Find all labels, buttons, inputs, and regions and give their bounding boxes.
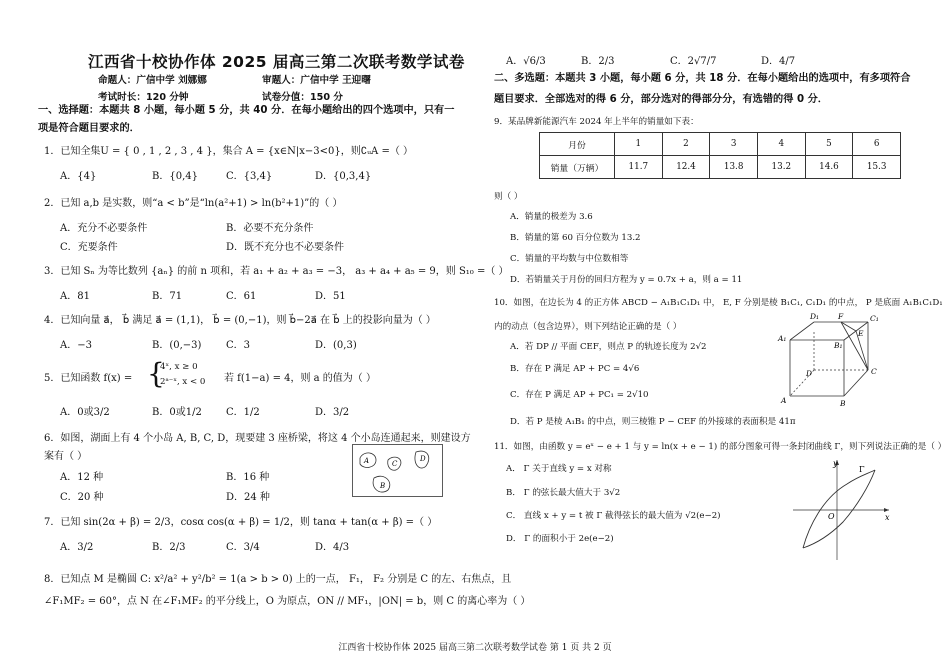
- q3-stem: 3．已知 Sₙ 为等比数列 {aₙ} 的前 n 项和，若 a₁ + a₂ + a₃ = −3， a₃ + a₄ + a₅ = 9，则 S₁₀ =（ ）: [44, 266, 509, 277]
- origin-label: O: [828, 512, 835, 521]
- islands-figure: [352, 444, 444, 498]
- q2-option-d: D．既不充分也不必要条件: [226, 242, 345, 253]
- q2-option-b: B．必要不充分条件: [226, 223, 314, 234]
- q8-stem-1: 8．已知点 M 是椭圆 C: x²/a² + y²/b² = 1(a > b > 0) 上的一点， F₁， F₂ 分别是 C 的左、右焦点，且: [44, 574, 512, 585]
- gamma-label: Γ: [859, 465, 865, 474]
- cube-figure: [776, 310, 904, 414]
- q4-option-b: B．(0,−3): [152, 340, 202, 351]
- q5-option-a: A．0或3/2: [60, 407, 110, 418]
- q7-stem: 7．已知 sin(2α + β) = 2/3，cosα cos(α + β) = 1/2，则 tanα + tan(α + β) =（ ）: [44, 517, 438, 528]
- month-cell: 3: [710, 133, 758, 156]
- q6-option-d: D．24 种: [226, 492, 270, 503]
- sales-cell: 12.4: [662, 156, 710, 179]
- q10-stem-2: 内的动点（包含边界），则下列结论正确的是（ ）: [494, 322, 682, 332]
- q7-option-a: A．3/2: [60, 542, 94, 553]
- q6-option-b: B．16 种: [226, 472, 270, 483]
- q11-option-c: C． 直线 x + y = t 被 Γ 截得弦长的最大值为 √2(e−2): [506, 511, 721, 521]
- section-1-line2: 项是符合题目要求的．: [38, 123, 140, 134]
- q5-option-c: C．1/2: [226, 407, 260, 418]
- q4-option-d: D．(0,3): [315, 340, 357, 351]
- q7-option-b: B．2/3: [152, 542, 186, 553]
- island-label-d: D: [420, 455, 426, 463]
- label-a: A: [781, 396, 787, 405]
- label-d: D: [806, 369, 813, 378]
- q2-stem: 2．已知 a,b 是实数，则“a < b”是“ln(a²+1) > ln(b²+1)”的（ ）: [44, 198, 343, 209]
- table-row: [540, 133, 901, 156]
- month-cell: 6: [853, 133, 901, 156]
- label-b: B: [840, 399, 846, 408]
- q9-then: 则（ ）: [494, 192, 523, 202]
- q11-stem: 11．如图，由函数 y = eˣ − e + 1 与 y = ln(x + e − 1) 的部分图象可得一条封闭曲线 Γ，则下列说法正确的是（ ）: [494, 442, 947, 452]
- row-label-sales: 销量（万辆）: [540, 156, 615, 179]
- section-2-line2: 题目要求．全部选对的得 6 分，部分选对的得部分分，有选错的得 0 分．: [494, 94, 828, 105]
- reviewer: 审题人：广信中学 王迎曙: [262, 75, 371, 86]
- month-cell: 4: [757, 133, 805, 156]
- q6-stem-2: 案有（ ）: [44, 451, 88, 462]
- label-a1: A₁: [778, 334, 787, 343]
- q1-option-a: A．{4}: [60, 171, 97, 182]
- q11-option-d: D． Γ 的面积小于 2e(e−2): [506, 534, 614, 544]
- q9-option-a: A．销量的极差为 3.6: [510, 212, 593, 222]
- q7-option-d: D．4/3: [315, 542, 350, 553]
- q1-option-d: D．{0,3,4}: [315, 171, 372, 182]
- q4-option-c: C．3: [226, 340, 251, 351]
- sales-cell: 11.7: [615, 156, 663, 179]
- q9-stem: 9．某品牌新能源汽车 2024 年上半年的销量如下表：: [494, 117, 699, 127]
- q10-stem-1: 10．如图，在边长为 4 的正方体 ABCD − A₁B₁C₁D₁ 中， E, F 分别是棱 B₁C₁, C₁D₁ 的中点， P 是底面 A₁B₁C₁D₁: [494, 298, 943, 308]
- row-label-month: 月份: [540, 133, 615, 156]
- label-c: C: [871, 367, 877, 376]
- q6-stem-1: 6．如图，湖面上有 4 个小岛 A, B, C, D，现要建 3 座桥梁，将这 4 个小岛连通起来，则建设方: [44, 433, 471, 444]
- exam-title: 江西省十校协作体 2025 届高三第二次联考数学试卷: [88, 53, 465, 71]
- month-cell: 2: [662, 133, 710, 156]
- q9-option-d: D．若销量关于月份的回归方程为 y = 0.7x + a，则 a = 11: [510, 275, 743, 285]
- month-cell: 5: [805, 133, 853, 156]
- sales-table: [539, 132, 901, 179]
- q5-case-1: 4ˣ, x ≥ 0: [160, 362, 198, 372]
- q3-option-b: B．71: [152, 291, 183, 302]
- section-2-line1: 二、多选题：本题共 3 小题，每小题 6 分，共 18 分．在每小题给出的选项中，有多项符合: [494, 73, 911, 84]
- q8-option-d: D．4/7: [761, 56, 796, 67]
- q9-option-c: C．销量的平均数与中位数相等: [510, 254, 629, 264]
- q1-option-c: C．{3,4}: [226, 171, 273, 182]
- q7-option-c: C．3/4: [226, 542, 260, 553]
- q11-option-a: A． Γ 关于直线 y = x 对称: [506, 464, 612, 474]
- island-label-c: C: [392, 460, 398, 468]
- q11-option-b: B． Γ 的弦长最大值大于 3√2: [506, 488, 621, 498]
- q5-stem-a: 5．已知函数 f(x) =: [44, 373, 133, 384]
- sales-cell: 14.6: [805, 156, 853, 179]
- exam-time: 考试时长：120 分钟: [98, 92, 189, 103]
- q8-option-b: B．2/3: [581, 56, 615, 67]
- q9-option-b: B．销量的第 60 百分位数为 13.2: [510, 233, 641, 243]
- label-d1: D₁: [810, 312, 820, 321]
- q2-option-a: A．充分不必要条件: [60, 223, 148, 234]
- label-b1: B₁: [834, 341, 843, 350]
- q1-stem: 1．已知全集U = { 0 , 1 , 2 , 3 , 4 }，集合 A = {x∈N|x−3<0}，则∁ᵤA =（ ）: [44, 146, 414, 157]
- sales-cell: 13.2: [757, 156, 805, 179]
- q8-option-c: C．2√7/7: [670, 56, 717, 67]
- label-e: E: [858, 329, 864, 338]
- q5-option-b: B．0或1/2: [152, 407, 202, 418]
- closed-curve-figure: [789, 456, 893, 564]
- q5-stem-b: 若 f(1−a) = 4，则 a 的值为（ ）: [224, 373, 376, 384]
- axis-label-x: x: [885, 513, 890, 522]
- sales-cell: 13.8: [710, 156, 758, 179]
- q4-option-a: A．−3: [60, 340, 92, 351]
- q3-option-c: C．61: [226, 291, 257, 302]
- q2-option-c: C．充要条件: [60, 242, 118, 253]
- q8-stem-2: ∠F₁MF₂ = 60°，点 N 在∠F₁MF₂ 的平分线上，O 为原点，ON // MF₁，|ON| = b，则 C 的离心率为（ ）: [44, 596, 531, 607]
- q5-case-2: 2ᵃ⁻ˣ, x < 0: [160, 377, 206, 387]
- axis-label-y: y: [833, 459, 838, 468]
- q10-option-d: D．若 P 是棱 A₁B₁ 的中点，则三棱锥 P − CEF 的外接球的表面积是 41π: [510, 417, 796, 427]
- proposer: 命题人：广信中学 刘娜娜: [98, 75, 207, 86]
- q8-option-a: A．√6/3: [506, 56, 546, 67]
- q10-option-a: A．若 DP // 平面 CEF，则点 P 的轨迹长度为 2√2: [510, 342, 707, 352]
- table-row: [540, 156, 901, 179]
- exam-score: 试卷分值：150 分: [262, 92, 343, 103]
- q3-option-a: A．81: [60, 291, 90, 302]
- q5-option-d: D．3/2: [315, 407, 350, 418]
- label-c1: C₁: [870, 314, 879, 323]
- curve-exp: [803, 470, 875, 548]
- sales-cell: 15.3: [853, 156, 901, 179]
- section-1-line1: 一、选择题：本题共 8 小题，每小题 5 分，共 40 分．在每小题给出的四个选项中，只有一: [38, 105, 455, 116]
- island-label-a: A: [364, 457, 370, 465]
- label-f: F: [838, 312, 844, 321]
- q6-option-c: C．20 种: [60, 492, 104, 503]
- lake-border: [353, 445, 443, 497]
- q10-option-b: B．存在 P 满足 AP + PC = 4√6: [510, 364, 640, 374]
- curve-ln: [803, 470, 875, 548]
- q3-option-d: D．51: [315, 291, 346, 302]
- q1-option-b: B．{0,4}: [152, 171, 198, 182]
- q5-brace: {: [147, 357, 165, 390]
- island-label-b: B: [380, 482, 386, 490]
- q4-stem: 4．已知向量 a⃗， b⃗ 满足 a⃗ = (1,1)， b⃗ = (0,−1)，则 b⃗−2a⃗ 在 b⃗ 上的投影向量为（ ）: [44, 315, 436, 326]
- q6-option-a: A．12 种: [60, 472, 104, 483]
- page-footer: 江西省十校协作体 2025 届高三第二次联考数学试卷 第 1 页 共 2 页: [338, 643, 612, 653]
- month-cell: 1: [615, 133, 663, 156]
- q10-option-c: C．存在 P 满足 AP + PC₁ = 2√10: [510, 390, 649, 400]
